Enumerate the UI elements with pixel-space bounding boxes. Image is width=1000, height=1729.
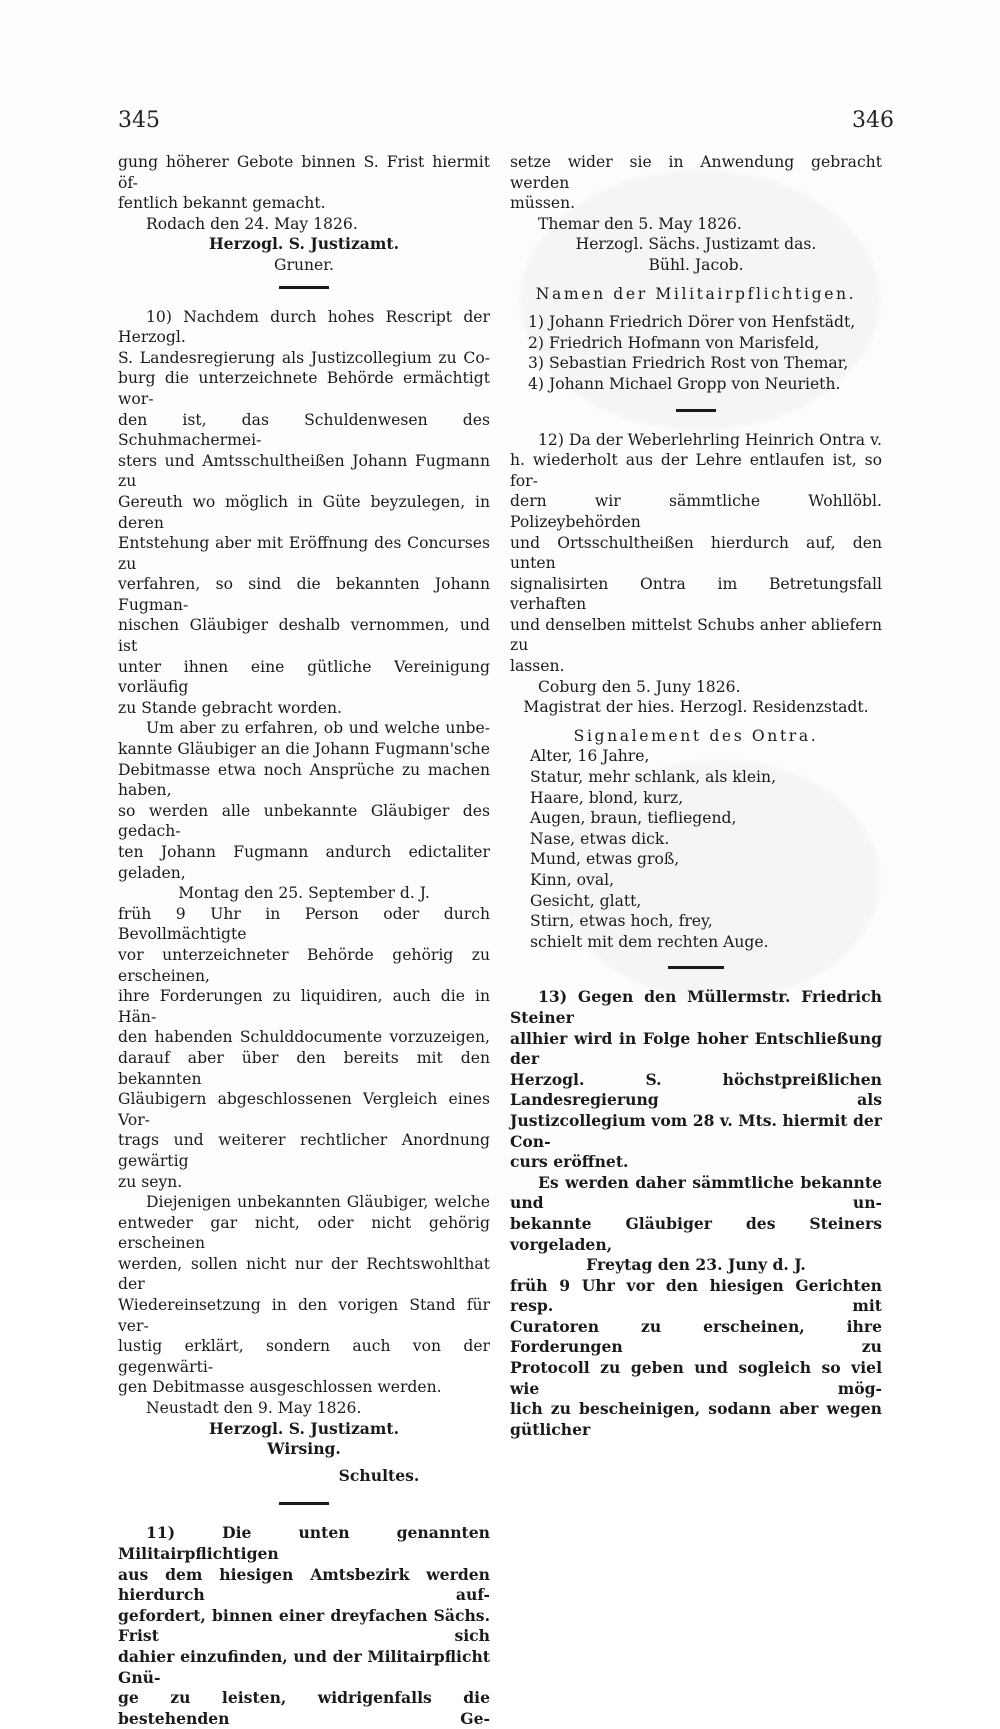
text-line: allhier wird in Folge hoher Entschließung der xyxy=(510,1028,882,1069)
section-divider xyxy=(668,966,724,969)
place-date: Themar den 5. May 1826. xyxy=(538,214,742,233)
text-line: lustig erklärt, sondern auch von der gegenwärti- xyxy=(118,1337,490,1376)
text-line: Entstehung aber mit Eröffnung des Concurses zu xyxy=(118,534,490,573)
notice-13 xyxy=(510,987,882,1440)
text-line: zu seyn. xyxy=(118,1172,183,1191)
notice-12 xyxy=(510,430,882,677)
list-item: Nase, etwas dick. xyxy=(530,829,670,848)
notice-11 xyxy=(118,1523,490,1729)
text-line: lich zu bescheinigen, sodann aber wegen gütlicher xyxy=(510,1399,882,1439)
signer: Schultes. xyxy=(338,1465,420,1485)
text-line: gefordert, binnen einer dreyfachen Sächs. Frist sich xyxy=(118,1605,490,1646)
page-number-left: 345 xyxy=(118,108,160,133)
text-line: gung höherer Gebote binnen S. Frist hiermit öf- xyxy=(118,153,490,192)
authority: Magistrat der hies. Herzogl. Residenzstadt. xyxy=(523,698,869,717)
text-line: kannte Gläubiger an die Johann Fugmann'sche xyxy=(118,740,490,759)
authority: Herzogl. S. Justizamt. xyxy=(208,1418,400,1438)
text-line: Diejenigen unbekannten Gläubiger, welche xyxy=(146,1193,490,1212)
place-date: Neustadt den 9. May 1826. xyxy=(146,1399,362,1418)
text-line: Wiedereinsetzung in den vorigen Stand für ver- xyxy=(118,1296,490,1335)
text-line: Debitmasse etwa noch Ansprüche zu machen haben, xyxy=(118,760,490,800)
text-line: 13) Gegen den Müllermstr. Friedrich Steiner xyxy=(510,987,882,1027)
text-line: darauf aber über den bereits mit den bekannten xyxy=(118,1048,490,1088)
text-line: fentlich bekannt gemacht. xyxy=(118,194,326,213)
text-line: signalisirten Ontra im Betretungsfall verhaften xyxy=(510,574,882,614)
text-line: und denselben mittelst Schubs anher abliefern zu xyxy=(510,615,882,655)
signalement-heading: Signalement des Ontra. xyxy=(573,726,819,745)
text-line: ihre Forderungen zu liquidiren, auch die in Hän- xyxy=(118,987,490,1026)
conscript-list xyxy=(510,312,882,394)
list-item: Augen, braun, tiefliegend, xyxy=(530,809,737,828)
text-line: nischen Gläubiger deshalb vernommen, und ist xyxy=(118,616,490,656)
place-date: Rodach den 24. May 1826. xyxy=(146,214,358,233)
text-line: Gläubigern abgeschlossenen Vergleich eines Vor- xyxy=(118,1090,490,1129)
summons-date: Montag den 25. September d. J. xyxy=(178,884,430,903)
list-item: 2) Friedrich Hofmann von Marisfeld, xyxy=(528,333,820,352)
text-line: dahier einzufinden, und der Militairpflicht Gnü- xyxy=(118,1646,490,1687)
signers: Bühl. Jacob. xyxy=(648,255,744,274)
list-item: 1) Johann Friedrich Dörer von Henfstädt, xyxy=(528,313,856,332)
text-line: Protocoll zu geben und sogleich so viel wie mög- xyxy=(510,1358,882,1398)
text-line: 11) Die unten genannten Militairpflichtigen xyxy=(118,1523,490,1563)
text-line: früh 9 Uhr vor den hiesigen Gerichten resp. mit xyxy=(510,1275,882,1316)
text-line: entweder gar nicht, oder nicht gehörig erscheinen xyxy=(118,1213,490,1253)
text-line: den ist, das Schuldenwesen des Schuhmachermei- xyxy=(118,410,490,450)
text-line: früh 9 Uhr in Person oder durch Bevollmächtigte xyxy=(118,904,490,944)
text-line: dern wir sämmtliche Wohllöbl. Polizeybehörden xyxy=(510,492,882,531)
text-line: aus dem hiesigen Amtsbezirk werden hierdurch auf- xyxy=(118,1564,490,1605)
right-column xyxy=(510,152,882,1440)
text-line: verfahren, so sind die bekannten Johann Fugman- xyxy=(118,575,490,614)
authority: Herzogl. S. Justizamt. xyxy=(208,234,400,254)
list-item: Haare, blond, kurz, xyxy=(530,788,684,807)
list-item: schielt mit dem rechten Auge. xyxy=(530,932,769,951)
text-line: trags und weiterer rechtlicher Anordnung gewärtig xyxy=(118,1131,490,1170)
text-line: Curatoren zu erscheinen, ihre Forderungen zu xyxy=(510,1316,882,1357)
text-line: curs eröffnet. xyxy=(510,1152,629,1172)
text-line: Gereuth wo möglich in Güte beyzulegen, in deren xyxy=(118,492,490,532)
place-date: Coburg den 5. Juny 1826. xyxy=(538,677,741,696)
signer: Gruner. xyxy=(274,255,334,274)
left-column xyxy=(118,152,490,1729)
notice-10 xyxy=(118,307,490,1398)
text-line: vor unterzeichneter Behörde gehörig zu erscheinen, xyxy=(118,945,490,985)
signer: Wirsing. xyxy=(267,1439,341,1459)
signalement-list xyxy=(510,746,882,952)
text-line: ge zu leisten, widrigenfalls die bestehenden Ge- xyxy=(118,1688,490,1728)
text-line: 10) Nachdem durch hohes Rescript der Herzogl. xyxy=(118,307,490,347)
text-line: gen Debitmasse ausgeschlossen werden. xyxy=(118,1378,442,1397)
list-item: Alter, 16 Jahre, xyxy=(530,747,650,766)
text-line: werden, sollen nicht nur der Rechtswohlthat der xyxy=(118,1254,490,1294)
list-item: 4) Johann Michael Gropp von Neurieth. xyxy=(528,374,841,393)
list-item: Statur, mehr schlank, als klein, xyxy=(530,768,777,787)
text-line: und Ortsschultheißen hierdurch auf, den unten xyxy=(510,533,882,573)
list-item: Kinn, oval, xyxy=(530,871,615,889)
text-line: Um aber zu erfahren, ob und welche unbe- xyxy=(146,719,490,738)
text-line: 12) Da der Weberlehrling Heinrich Ontra v. xyxy=(538,430,882,449)
text-line: Herzogl. S. höchstpreißlichen Landesregierung als xyxy=(510,1069,882,1110)
text-line: den habenden Schulddocumente vorzuzeigen, xyxy=(118,1028,490,1047)
list-item: Stirn, etwas hoch, frey, xyxy=(530,912,713,931)
text-line: unter ihnen eine gütliche Vereinigung vorläufig xyxy=(118,657,490,697)
text-line: so werden alle unbekannte Gläubiger des gedach- xyxy=(118,801,490,841)
text-line: lassen. xyxy=(510,657,565,676)
text-line: bekannte Gläubiger des Steiners vorgeladen, xyxy=(510,1213,882,1254)
section-divider xyxy=(676,409,716,412)
text-line: müssen. xyxy=(510,194,576,213)
text-line: Justizcollegium vom 28 v. Mts. hiermit der Con- xyxy=(510,1110,882,1151)
section-divider xyxy=(279,1502,329,1505)
list-item: Gesicht, glatt, xyxy=(530,891,642,910)
text-line: S. Landesregierung als Justizcollegium zu Co- xyxy=(118,348,490,367)
text-line: ten Johann Fugmann andurch edictaliter geladen, xyxy=(118,843,490,882)
page-number-right: 346 xyxy=(852,108,894,133)
summons-date: Freytag den 23. Juny d. J. xyxy=(586,1255,806,1275)
text-line: Es werden daher sämmtliche bekannte und un- xyxy=(510,1172,882,1213)
text-line: burg die unterzeichnete Behörde ermächtigt wor- xyxy=(118,369,490,408)
text-line: setze wider sie in Anwendung gebracht werden xyxy=(510,153,882,192)
list-item: Mund, etwas groß, xyxy=(530,850,680,869)
list-item: 3) Sebastian Friedrich Rost von Themar, xyxy=(528,354,849,373)
names-heading: Namen der Militairpflichtigen. xyxy=(535,284,857,303)
text-line: zu Stande gebracht worden. xyxy=(118,698,343,717)
authority: Herzogl. Sächs. Justizamt das. xyxy=(575,235,817,254)
text-line: sters und Amtsschultheißen Johann Fugmann zu xyxy=(118,451,490,491)
section-divider xyxy=(279,286,329,289)
text-line: h. wiederholt aus der Lehre entlaufen ist, so for- xyxy=(510,451,882,490)
